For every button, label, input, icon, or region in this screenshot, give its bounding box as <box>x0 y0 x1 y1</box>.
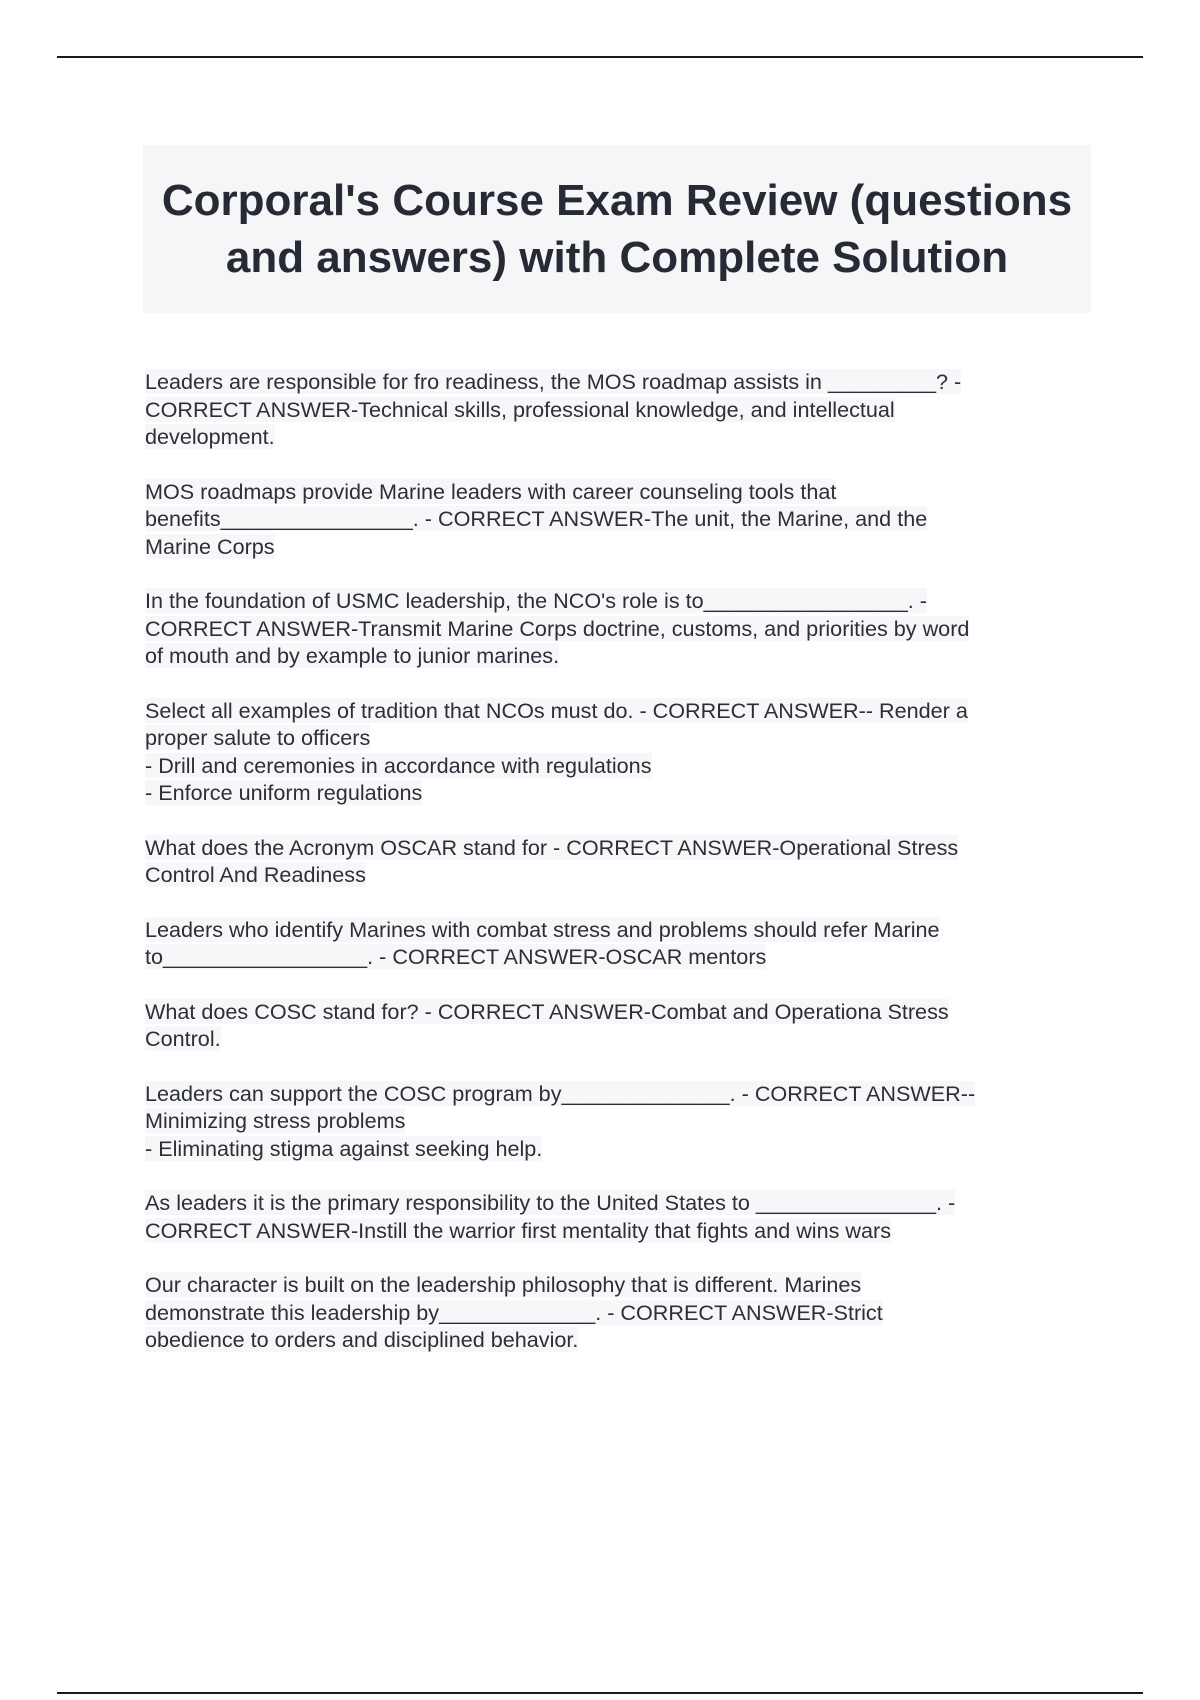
qa-line-text: In the foundation of USMC leadership, the NCO's role is to_________________. - <box>145 588 927 613</box>
qa-line-text: demonstrate this leadership by_____________. - CORRECT ANSWER-Strict <box>145 1299 883 1325</box>
qa-line <box>145 615 1085 643</box>
qa-item <box>145 916 1085 971</box>
qa-list <box>145 368 1085 1381</box>
qa-line <box>145 1189 1085 1217</box>
qa-line-text: Leaders can support the COSC program by______________. - CORRECT ANSWER-- <box>145 1080 976 1106</box>
qa-line <box>145 1326 1085 1354</box>
qa-line-text: - Drill and ceremonies in accordance with regulations <box>145 752 652 778</box>
qa-line-text: - Enforce uniform regulations <box>145 780 423 805</box>
qa-line-text: to_________________. - CORRECT ANSWER-OSCAR mentors <box>145 944 767 969</box>
bottom-rule <box>57 1692 1143 1694</box>
document-title: Corporal's Course Exam Review (questions and answers) with Complete Solution <box>161 176 1073 282</box>
qa-line <box>145 505 1085 533</box>
qa-line-text: As leaders it is the primary responsibility to the United States to _______________. - <box>145 1190 956 1215</box>
qa-item <box>145 1189 1085 1244</box>
qa-line-text: Marine Corps <box>145 533 275 559</box>
qa-line-text: CORRECT ANSWER-Instill the warrior first mentality that fights and wins wars <box>145 1217 891 1243</box>
qa-line <box>145 396 1085 424</box>
qa-item <box>145 697 1085 807</box>
qa-line <box>145 368 1085 396</box>
qa-line-text: What does COSC stand for? - CORRECT ANSWER-Combat and Operationa Stress <box>145 998 949 1024</box>
qa-line <box>145 533 1085 561</box>
qa-line-text: Leaders who identify Marines with combat stress and problems should refer Marine <box>145 916 940 942</box>
qa-item <box>145 1271 1085 1354</box>
title-banner <box>143 145 1091 313</box>
qa-line-text: Control And Readiness <box>145 862 366 887</box>
qa-line <box>145 697 1085 725</box>
qa-line <box>145 478 1085 506</box>
qa-line <box>145 779 1085 807</box>
qa-line-text: benefits________________. - CORRECT ANSWER-The unit, the Marine, and the <box>145 506 928 531</box>
qa-line <box>145 1135 1085 1163</box>
qa-line <box>145 861 1085 889</box>
qa-line-text: Our character is built on the leadership philosophy that is different. Marines <box>145 1272 862 1297</box>
qa-line-text: Control. <box>145 1026 221 1051</box>
qa-line <box>145 1299 1085 1327</box>
qa-line <box>145 642 1085 670</box>
qa-item <box>145 587 1085 670</box>
qa-item <box>145 478 1085 561</box>
qa-line <box>145 916 1085 944</box>
qa-line-text: obedience to orders and disciplined behavior. <box>145 1327 579 1352</box>
qa-line-text: of mouth and by example to junior marines. <box>145 643 560 668</box>
qa-line-text: proper salute to officers <box>145 725 371 750</box>
qa-line-text: MOS roadmaps provide Marine leaders with career counseling tools that <box>145 478 837 504</box>
qa-line <box>145 1107 1085 1135</box>
qa-line-text: - Eliminating stigma against seeking help. <box>145 1135 543 1161</box>
qa-line <box>145 943 1085 971</box>
qa-line-text: development. <box>145 424 275 449</box>
qa-item <box>145 368 1085 451</box>
qa-line <box>145 724 1085 752</box>
qa-line <box>145 1217 1085 1245</box>
top-rule <box>57 56 1143 58</box>
qa-line <box>145 1080 1085 1108</box>
qa-item <box>145 834 1085 889</box>
qa-line <box>145 1025 1085 1053</box>
qa-line <box>145 998 1085 1026</box>
qa-line <box>145 587 1085 615</box>
qa-line <box>145 423 1085 451</box>
qa-line <box>145 752 1085 780</box>
qa-item <box>145 1080 1085 1163</box>
qa-line-text: CORRECT ANSWER-Technical skills, professional knowledge, and intellectual <box>145 396 895 422</box>
qa-line-text: Select all examples of tradition that NCOs must do. - CORRECT ANSWER-- Render a <box>145 697 968 723</box>
qa-line <box>145 1271 1085 1299</box>
qa-line-text: Minimizing stress problems <box>145 1108 406 1133</box>
qa-line-text: CORRECT ANSWER-Transmit Marine Corps doctrine, customs, and priorities by word <box>145 615 970 641</box>
qa-line-text: Leaders are responsible for fro readiness, the MOS roadmap assists in _________? - <box>145 369 962 394</box>
qa-item <box>145 998 1085 1053</box>
qa-line-text: What does the Acronym OSCAR stand for - CORRECT ANSWER-Operational Stress <box>145 834 959 860</box>
qa-line <box>145 834 1085 862</box>
